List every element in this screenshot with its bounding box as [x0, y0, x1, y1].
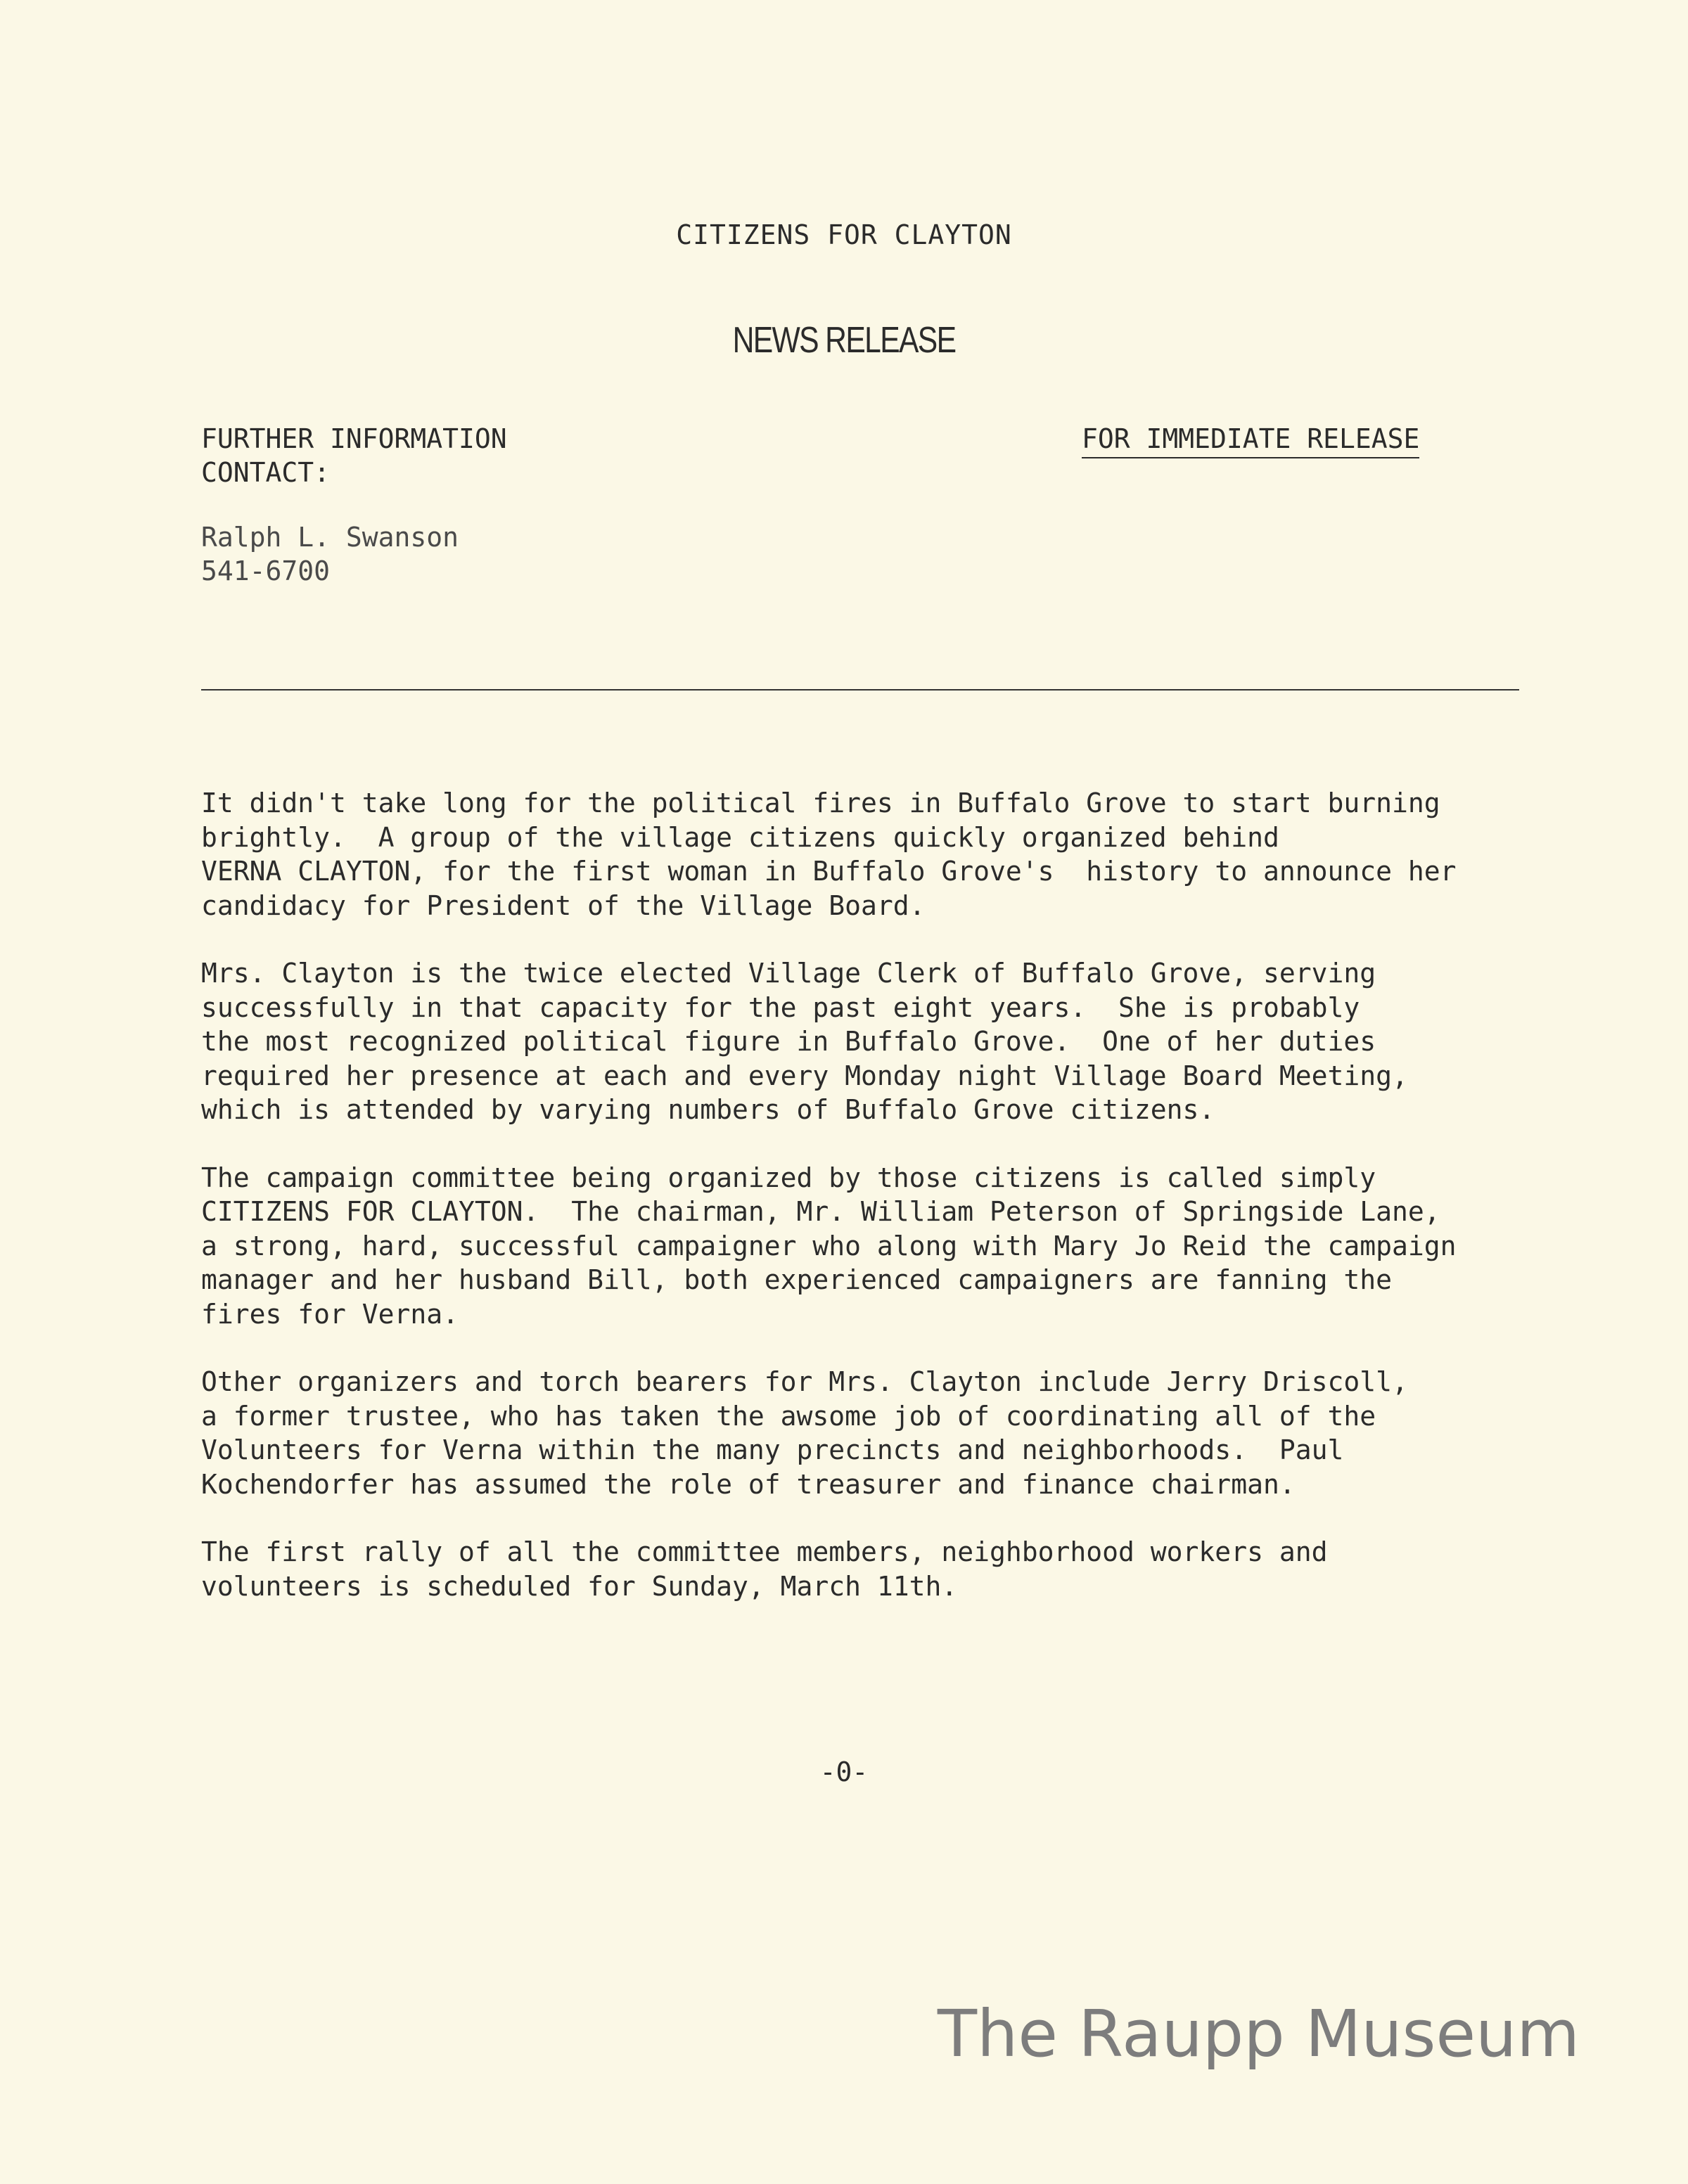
organization-name: CITIZENS FOR CLAYTON [676, 219, 1012, 250]
divider-line [201, 689, 1519, 690]
paragraph: Other organizers and torch bearers for Mrs. Clayton include Jerry Driscoll, a former trustee, who has taken the awsome job of coordinating all of the Volunteers for Verna within the many precincts and neighborhoods. Paul Kochendorfer has assumed the role of treasurer and finance chairman. [201, 1366, 1408, 1500]
contact-label-line1: FURTHER INFORMATION [201, 423, 507, 454]
contact-name: Ralph L. Swanson [201, 522, 459, 553]
contact-label [201, 422, 507, 489]
release-body [201, 786, 1523, 1637]
paragraph: The first rally of all the committee members, neighborhood workers and volunteers is scheduled for Sunday, March 11th. [201, 1536, 1328, 1602]
contact-person [201, 520, 459, 588]
contact-phone: 541-6700 [201, 555, 331, 586]
end-mark: -0- [819, 1756, 869, 1787]
museum-watermark: The Raupp Museum [937, 1996, 1580, 2071]
paragraph: It didn't take long for the political fires in Buffalo Grove to start burning brightly. A group of the village citizens quickly organized behind VERNA CLAYTON, for the first woman in Buffalo Grove's history to announce her candidacy for President of the Village Board. [201, 788, 1457, 921]
document-type-heading: NEWS RELEASE [732, 320, 956, 361]
paragraph: Mrs. Clayton is the twice elected Village Clerk of Buffalo Grove, serving successfully in that capacity for the past eight years. She is probably the most recognized political figure in Buffalo Grove. One of her duties required her presence at each and every Monday night Village Board Meeting, which is attended by varying numbers of Buffalo Grove citizens. [201, 958, 1408, 1125]
contact-label-line2: CONTACT: [201, 457, 331, 488]
paragraph: The campaign committee being organized by those citizens is called simply CITIZENS FOR CLAYTON. The chairman, Mr. William Peterson of Springside Lane, a strong, hard, successful campaigner who along with Mary Jo Reid the campaign manager and her husband Bill, both experienced campaigners are fanning the fires for Verna. [201, 1162, 1457, 1330]
release-tag: FOR IMMEDIATE RELEASE [1082, 422, 1419, 458]
